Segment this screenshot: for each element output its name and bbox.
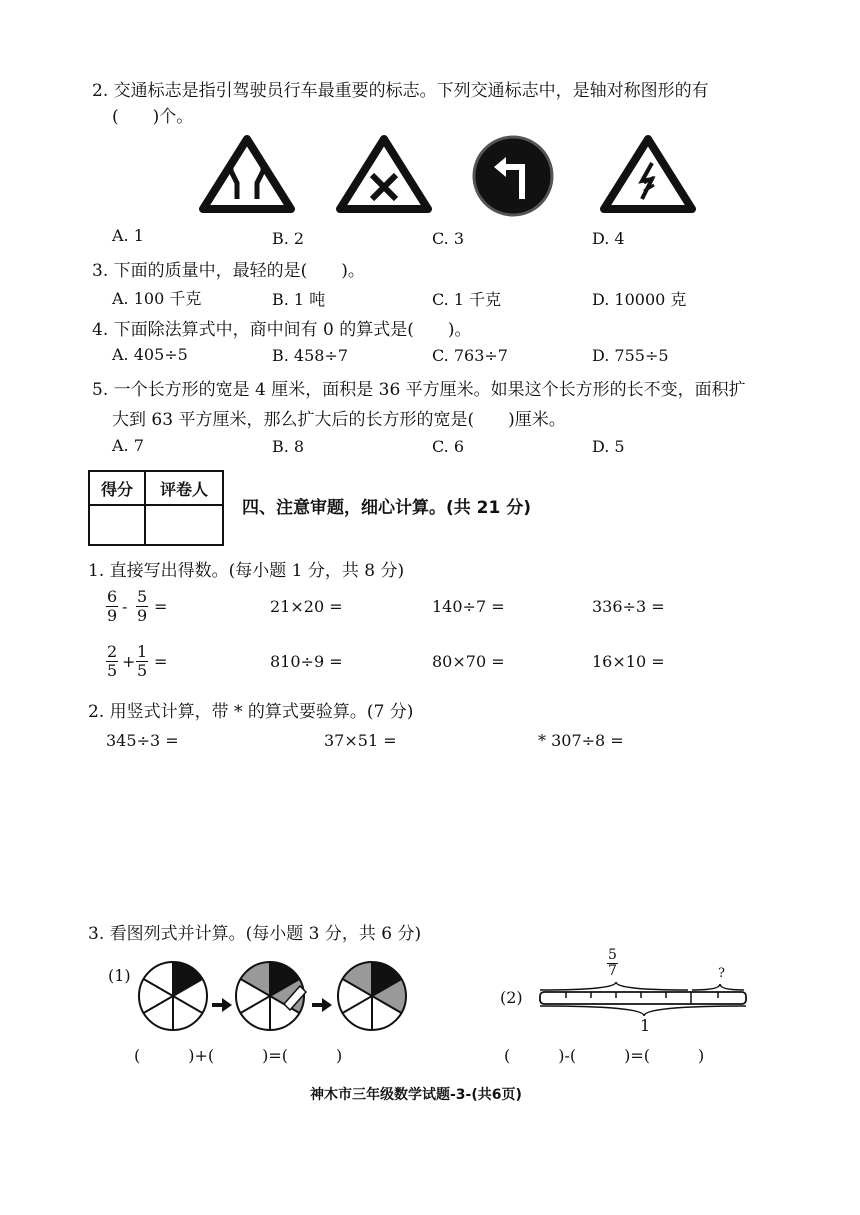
score-table [88,470,224,546]
narrowing-road-sign-icon [197,133,297,215]
fraction-5-7: $\frac{5}{7}$ [608,947,617,979]
vertical-calc-item: 345÷3 = [106,731,179,750]
q2-line1: 2. 交通标志是指引驾驶员行车最重要的标志。下列交通标志中，是轴对称图形的有 [92,81,709,101]
fraction-2-5: $\frac{2}{5}$ [107,642,118,680]
whole-label: 1 [640,1016,651,1035]
equals-sign: = [154,597,168,616]
arrow-right-icon [212,998,232,1012]
q2-line2: ( )个。 [112,107,194,127]
s1-title: 1. 直接写出得数。(每小题 1 分，共 8 分) [88,561,405,581]
part2-label: (2) [500,988,523,1007]
calc-item: 810÷9 = [270,652,343,671]
part1-label: (1) [108,966,131,985]
lightning-sign-icon [598,133,698,215]
calc-item: 336÷3 = [592,597,665,616]
q5-line1: 5. 一个长方形的宽是 4 厘米，面积是 36 平方厘米。如果这个长方形的长不变，面积扩 [92,380,746,400]
vertical-calc-item: * 307÷8 = [538,731,624,750]
grader-header: 评卷人 [145,471,223,505]
section4-title: 四、注意审题，细心计算。(共 21 分) [242,498,532,518]
calc-item: 21×20 = [270,597,343,616]
q2-option-c: C. 3 [432,229,465,248]
q2-option-d: D. 4 [592,229,625,248]
calc-item: 16×10 = [592,652,665,671]
arrow-right-icon [312,998,332,1012]
fraction-6-9: $\frac{6}{9}$ [107,587,118,625]
q3-text: 3. 下面的质量中，最轻的是( )。 [92,261,365,281]
q5-option-c: C. 6 [432,437,465,456]
q5-option-d: D. 5 [592,437,625,456]
calc-item: 80×70 = [432,652,505,671]
plus-sign: + [122,652,136,671]
q4-option-a: A. 405÷5 [112,345,188,364]
fraction-5-9: $\frac{5}{9}$ [137,587,148,625]
q4-option-c: C. 763÷7 [432,346,508,365]
pie-circle-1 [139,962,207,1030]
s2-title: 2. 用竖式计算，带 * 的算式要验算。(7 分) [88,702,414,722]
minus-sign: - [122,597,128,616]
q2-option-b: B. 2 [272,229,305,248]
turn-left-sign-icon [470,133,556,219]
grader-cell[interactable] [145,505,223,545]
q3-option-c: C. 1 千克 [432,290,502,309]
score-header: 得分 [89,471,145,505]
calc-item: 140÷7 = [432,597,505,616]
q5-option-b: B. 8 [272,437,305,456]
q4-option-d: D. 755÷5 [592,346,669,365]
pie-circle-2 [236,962,306,1030]
cross-sign-icon [334,133,434,215]
pie-circle-3 [338,962,406,1030]
q4-option-b: B. 458÷7 [272,346,349,365]
q4-text: 4. 下面除法算式中，商中间有 0 的算式是( )。 [92,320,472,340]
q3-option-b: B. 1 吨 [272,290,326,309]
part2-formula: ( )-( )=( ) [504,1046,705,1065]
unknown-mark: ? [718,966,725,981]
part1-formula: ( )+( )=( ) [134,1046,343,1065]
segment-bar-figure [536,976,752,1020]
page-footer: 神木市三年级数学试题-3-(共6页) [310,1087,522,1103]
q3-option-a: A. 100 千克 [112,289,202,308]
q5-line2: 大到 63 平方厘米，那么扩大后的长方形的宽是( )厘米。 [112,410,566,430]
s3-title: 3. 看图列式并计算。(每小题 3 分，共 6 分) [88,924,422,944]
q5-option-a: A. 7 [112,436,144,455]
fraction-circles-figure [136,958,416,1038]
score-cell[interactable] [89,505,145,545]
fraction-1-5: $\frac{1}{5}$ [137,642,148,680]
q2-option-a: A. 1 [112,226,144,245]
vertical-calc-item: 37×51 = [324,731,397,750]
q3-option-d: D. 10000 克 [592,290,687,309]
equals-sign: = [154,652,168,671]
